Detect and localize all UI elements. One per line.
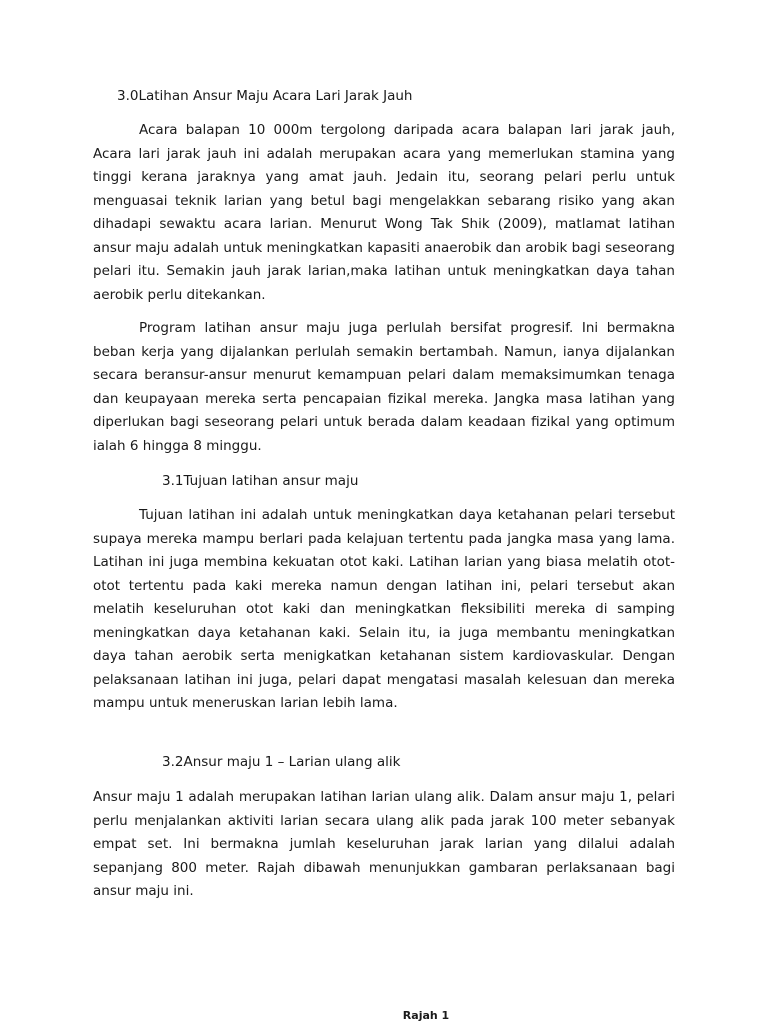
paragraph-shuttle-run: Ansur maju 1 adalah merupakan latihan larian ulang alik. Dalam ansur maju 1, pelari perlu menjalankan aktiviti larian secara ulang alik pada jarak 100 meter sebanyak empat set. Ini bermakna jumlah keseluruhan jarak larian yang dilalui adalah sepanjang 800 meter. Rajah dibawah menunjukkan gambaran perlaksanaan bagi ansur maju ini. <box>93 789 675 899</box>
paragraph-training-purpose: Tujuan latihan ini adalah untuk meningkatkan daya ketahanan pelari tersebut supaya mereka mampu berlari pada kelajuan tertentu pada jangka masa yang lama. Latihan ini juga membina kekuatan otot kaki. Latihan larian yang biasa melatih otot- otot tertentu pada kaki mereka namun dengan latihan ini, pelari tersebut akan melatih keseluruhan otot kaki dan meningkatkan fleksibiliti mereka di samping meningkatkan daya ketahanan kaki. Selain itu, ia juga membantu meningkatkan daya tahan aerobik serta menigkatkan ketahanan sistem kardiovaskular. Dengan pelaksanaan latihan ini juga, pelari dapat mengatasi masalah kelesuan dan mereka mampu untuk meneruskan larian lebih lama. <box>93 507 675 711</box>
section-heading-3-2: 3.2Ansur maju 1 – Larian ulang alik <box>162 754 401 770</box>
section-heading-3-1: 3.1Tujuan latihan ansur maju <box>162 473 359 489</box>
paragraph-intro: Acara balapan 10 000m tergolong daripada acara balapan lari jarak jauh, Acara lari jarak jauh ini adalah merupakan acara yang memerlukan stamina yang tinggi kerana jaraknya yang amat jauh. Jedain itu, seorang pelari perlu untuk menguasai teknik larian yang betul bagi mengelakkan sebarang risiko yang akan dihadapi sewaktu acara larian. Menurut Wong Tak Shik (2009), matlamat latihan ansur maju adalah untuk meningkatkan kapasiti anaerobik dan arobik bagi seseorang pelari itu. Semakin jauh jarak larian,maka latihan untuk meningkatkan daya tahan aerobik perlu ditekankan. <box>93 122 675 303</box>
section-heading-3-0: 3.0Latihan Ansur Maju Acara Lari Jarak Jauh <box>117 88 413 104</box>
figure-caption: Rajah 1 <box>402 1009 450 1022</box>
paragraph-progressive-program: Program latihan ansur maju juga perlulah bersifat progresif. Ini bermakna beban kerja yang dijalankan perlulah semakin bertambah. Namun, ianya dijalankan secara beransur-ansur menurut kemampuan pelari dalam memaksimumkan tenaga dan keupayaan mereka serta pencapaian fizikal mereka. Jangka masa latihan yang diperlukan bagi seseorang pelari untuk berada dalam keadaan fizikal yang optimum ialah 6 hingga 8 minggu. <box>93 320 675 454</box>
